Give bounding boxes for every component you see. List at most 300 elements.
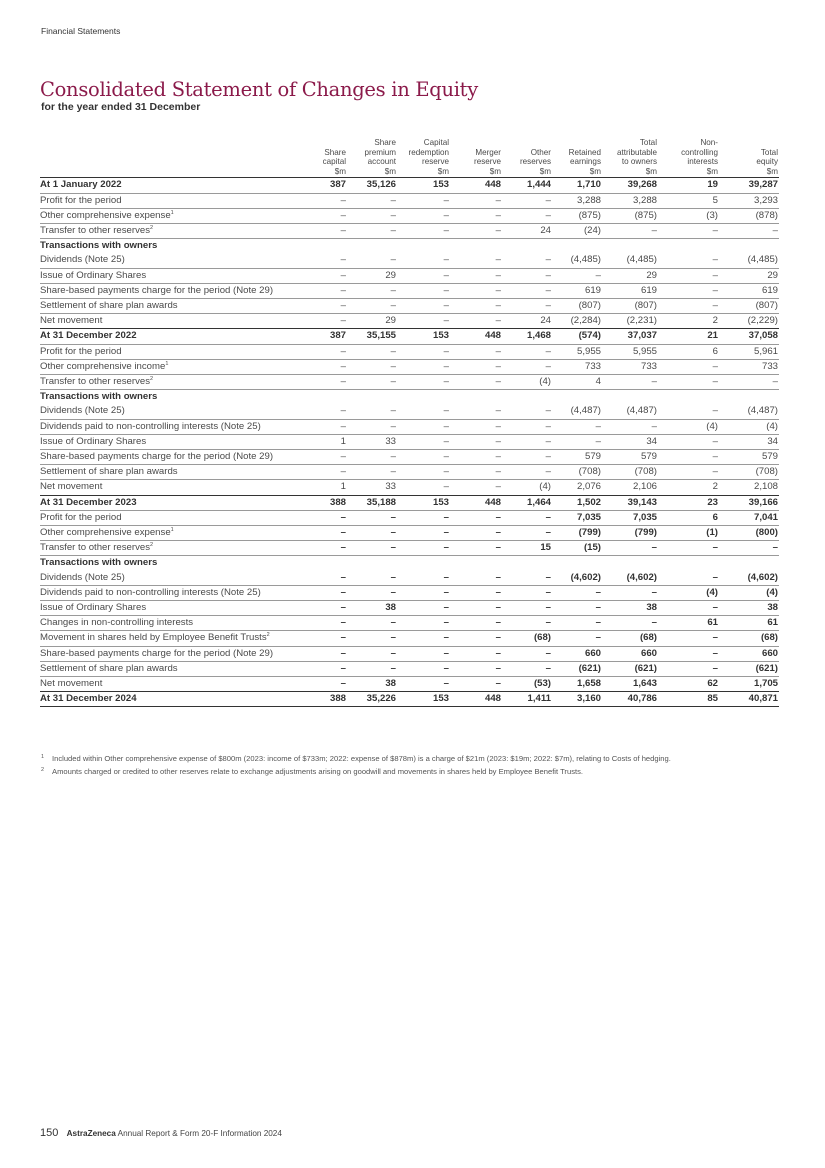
row-label (40, 390, 779, 405)
table-cell: (621) (719, 661, 779, 676)
table-cell: – (347, 571, 397, 586)
table-cell: 2,106 (602, 480, 658, 495)
table-cell: – (450, 223, 502, 238)
table-cell: – (658, 223, 719, 238)
table-cell: – (347, 253, 397, 268)
table-row (40, 571, 779, 586)
table-cell: 733 (552, 359, 602, 374)
table-cell: – (552, 601, 602, 616)
table-cell: (15) (552, 541, 602, 556)
column-header-line: premium (364, 147, 396, 157)
table-cell: – (450, 480, 502, 495)
page-number: 150 (40, 1127, 59, 1139)
table-cell: 35,188 (347, 495, 397, 510)
row-label-text: Other comprehensive income (40, 360, 166, 372)
table-cell: (4) (719, 419, 779, 434)
table-cell: – (397, 450, 450, 465)
row-label (40, 208, 307, 223)
table-cell: 1,710 (552, 178, 602, 193)
column-header-label (40, 138, 307, 178)
table-cell: 34 (602, 434, 658, 449)
table-cell: (3) (658, 208, 719, 223)
page-footer (40, 1127, 282, 1139)
table-cell: 448 (450, 329, 502, 344)
table-row (40, 208, 779, 223)
table-cell: – (450, 208, 502, 223)
row-label (40, 283, 307, 298)
table-cell: – (602, 616, 658, 631)
table-cell: – (397, 601, 450, 616)
table-cell: 448 (450, 178, 502, 193)
table-cell: – (397, 526, 450, 541)
row-label-text: Dividends (Note 25) (40, 405, 125, 417)
table-row (40, 344, 779, 359)
table-cell: 153 (397, 329, 450, 344)
table-cell: 40,871 (719, 692, 779, 707)
table-cell: – (552, 434, 602, 449)
table-row (40, 450, 779, 465)
row-label-text: Dividends paid to non-controlling interests (Note 25) (40, 420, 261, 432)
table-cell: – (450, 283, 502, 298)
row-label-text: Transactions with owners (40, 240, 158, 252)
section-heading-row (40, 556, 779, 571)
table-cell: – (307, 526, 347, 541)
table-cell: – (450, 541, 502, 556)
table-cell: – (502, 585, 552, 600)
table-cell: – (307, 571, 347, 586)
table-cell: (4) (658, 585, 719, 600)
table-cell: – (397, 419, 450, 434)
footnote-text: Amounts charged or credited to other reserves relate to exchange adjustments arising on goodwill and movements in shares held by Employee Benefit Trusts. (52, 766, 584, 776)
table-cell: – (397, 375, 450, 390)
table-cell: 29 (347, 268, 397, 283)
table-cell: (708) (602, 465, 658, 480)
table-row (40, 526, 779, 541)
table-row (40, 419, 779, 434)
table-cell: – (658, 299, 719, 314)
table-cell: – (502, 344, 552, 359)
table-row (40, 299, 779, 314)
table-cell: – (450, 299, 502, 314)
row-label-text: Other comprehensive expense (40, 527, 171, 539)
column-header-line: Capital (423, 138, 449, 147)
row-label (40, 526, 307, 541)
table-cell: 660 (552, 646, 602, 661)
column-header-line: Share (324, 147, 346, 157)
table-cell: 19 (658, 178, 719, 193)
section-label: Financial Statements (41, 26, 121, 36)
table-row (40, 646, 779, 661)
table-cell: 15 (502, 541, 552, 556)
table-cell: – (719, 223, 779, 238)
table-cell: (2,284) (552, 314, 602, 329)
table-cell: – (347, 465, 397, 480)
column-header-line: Non- (700, 138, 718, 147)
table-cell: (4) (719, 585, 779, 600)
table-cell: – (552, 585, 602, 600)
column-header-line: $m (334, 166, 346, 176)
table-cell: – (397, 646, 450, 661)
table-cell: 660 (602, 646, 658, 661)
table-cell: – (450, 601, 502, 616)
footnotes (41, 753, 771, 778)
table-cell: – (307, 677, 347, 692)
section-heading-row (40, 390, 779, 405)
table-cell: 39,268 (602, 178, 658, 193)
column-header-line: controlling (681, 147, 718, 157)
table-cell: 34 (719, 434, 779, 449)
table-cell: – (307, 510, 347, 525)
row-label (40, 314, 307, 329)
table-cell: 5,955 (602, 344, 658, 359)
table-cell: – (502, 434, 552, 449)
table-cell: 23 (658, 495, 719, 510)
table-cell: (68) (502, 631, 552, 646)
table-cell: – (397, 571, 450, 586)
table-cell: – (502, 208, 552, 223)
table-cell: (799) (602, 526, 658, 541)
table-cell: 3,288 (552, 193, 602, 208)
table-cell: 2 (658, 314, 719, 329)
table-cell: (875) (602, 208, 658, 223)
table-cell: 1,502 (552, 495, 602, 510)
row-label (40, 465, 307, 480)
column-header-line: attributable (616, 147, 657, 157)
table-cell: (53) (502, 677, 552, 692)
footnote-marker: 2 (150, 376, 154, 383)
page-subtitle: for the year ended 31 December (41, 101, 201, 113)
table-cell: – (450, 631, 502, 646)
footnote-marker: 1 (165, 360, 169, 367)
table-cell: – (307, 253, 347, 268)
table-cell: – (658, 465, 719, 480)
table-cell: – (307, 585, 347, 600)
table-cell: – (502, 299, 552, 314)
table-cell: – (347, 299, 397, 314)
table-cell: 38 (347, 601, 397, 616)
table-cell: – (502, 661, 552, 676)
table-cell: – (658, 283, 719, 298)
column-header-line: account (367, 157, 396, 167)
footnote-marker: 2 (150, 542, 154, 549)
row-label-text: Share-based payments charge for the period (Note 29) (40, 647, 274, 659)
table-cell: – (658, 541, 719, 556)
table-cell: – (450, 465, 502, 480)
column-header-line: $m (539, 166, 551, 176)
table-cell: – (307, 359, 347, 374)
table-cell: – (602, 419, 658, 434)
row-label (40, 253, 307, 268)
table-cell: (4) (502, 375, 552, 390)
row-label (40, 571, 307, 586)
footnote-marker: 2 (150, 224, 154, 231)
table-cell: 153 (397, 178, 450, 193)
table-cell: (24) (552, 223, 602, 238)
table-cell: 6 (658, 344, 719, 359)
row-label-text: At 31 December 2024 (40, 693, 137, 705)
table-cell: – (397, 404, 450, 419)
table-row (40, 631, 779, 646)
table-cell: – (658, 601, 719, 616)
table-cell: – (552, 631, 602, 646)
table-cell: 3,288 (602, 193, 658, 208)
table-cell: – (658, 268, 719, 283)
table-cell: – (307, 283, 347, 298)
row-label (40, 601, 307, 616)
row-label-text: Profit for the period (40, 194, 122, 206)
table-cell: 1,468 (502, 329, 552, 344)
table-cell: – (397, 616, 450, 631)
table-cell: 5 (658, 193, 719, 208)
table-cell: 29 (347, 314, 397, 329)
table-cell: (708) (552, 465, 602, 480)
column-header (502, 138, 552, 178)
row-label-text: Net movement (40, 481, 103, 493)
table-cell: – (450, 616, 502, 631)
table-row (40, 541, 779, 556)
table-cell: – (397, 585, 450, 600)
table-cell: 85 (658, 692, 719, 707)
table-cell: – (397, 465, 450, 480)
row-label (40, 585, 307, 600)
equity-changes-table (40, 138, 779, 707)
table-row (40, 178, 779, 193)
row-label (40, 450, 307, 465)
section-heading-row (40, 239, 779, 254)
row-label-text: Profit for the period (40, 345, 122, 357)
table-cell: – (450, 585, 502, 600)
table-cell: 733 (602, 359, 658, 374)
column-header-line: Other (530, 147, 551, 157)
table-cell: 5,961 (719, 344, 779, 359)
table-cell: 35,155 (347, 329, 397, 344)
table-cell: 1,658 (552, 677, 602, 692)
table-cell: – (397, 541, 450, 556)
table-cell: – (450, 375, 502, 390)
row-label (40, 692, 307, 707)
table-cell: – (347, 283, 397, 298)
table-row (40, 677, 779, 692)
table-cell: 40,786 (602, 692, 658, 707)
row-label-text: Net movement (40, 678, 103, 690)
column-header (719, 138, 779, 178)
table-cell: – (552, 268, 602, 283)
table-cell: – (347, 585, 397, 600)
column-header-line: Total (760, 147, 778, 157)
table-cell: 1,444 (502, 178, 552, 193)
row-label (40, 193, 307, 208)
row-label (40, 480, 307, 495)
table-cell: – (502, 601, 552, 616)
table-cell: – (502, 571, 552, 586)
table-cell: 37,058 (719, 329, 779, 344)
row-label (40, 404, 307, 419)
table-cell: – (347, 646, 397, 661)
table-cell: 448 (450, 692, 502, 707)
table-cell: – (502, 419, 552, 434)
column-header-line: reserves (519, 157, 551, 167)
table-cell: (4,602) (552, 571, 602, 586)
table-cell: – (602, 585, 658, 600)
table-row (40, 404, 779, 419)
table-cell: – (450, 193, 502, 208)
table-cell: – (397, 661, 450, 676)
row-label (40, 646, 307, 661)
table-cell: – (347, 526, 397, 541)
table-cell: – (450, 253, 502, 268)
row-label (40, 299, 307, 314)
table-cell: 1,464 (502, 495, 552, 510)
table-cell: (2,229) (719, 314, 779, 329)
table-cell: – (347, 541, 397, 556)
row-label (40, 434, 307, 449)
table-cell: 2,076 (552, 480, 602, 495)
table-cell: 29 (602, 268, 658, 283)
table-cell: – (397, 299, 450, 314)
row-label-text: Transactions with owners (40, 557, 158, 569)
table-cell: 33 (347, 434, 397, 449)
table-row (40, 193, 779, 208)
table-cell: – (450, 571, 502, 586)
row-label-text: At 1 January 2022 (40, 179, 122, 191)
table-cell: 38 (602, 601, 658, 616)
column-header (602, 138, 658, 178)
row-label-text: Transfer to other reserves (40, 224, 151, 236)
row-label-text: Issue of Ordinary Shares (40, 602, 147, 614)
table-cell: 35,226 (347, 692, 397, 707)
footnote-marker: 1 (41, 754, 45, 760)
table-row (40, 375, 779, 390)
table-cell: 1,411 (502, 692, 552, 707)
table-cell: – (307, 631, 347, 646)
table-cell: – (347, 631, 397, 646)
footnote (41, 753, 771, 766)
table-row (40, 465, 779, 480)
row-label (40, 556, 779, 571)
table-cell: 39,287 (719, 178, 779, 193)
table-cell: – (347, 344, 397, 359)
row-label (40, 239, 779, 254)
table-cell: (4,487) (719, 404, 779, 419)
table-cell: 619 (552, 283, 602, 298)
row-label (40, 344, 307, 359)
column-header-line: $m (766, 166, 778, 176)
table-cell: – (347, 208, 397, 223)
table-row (40, 585, 779, 600)
table-cell: (4) (658, 419, 719, 434)
column-header (658, 138, 719, 178)
column-header-line: $m (489, 166, 501, 176)
table-cell: 388 (307, 495, 347, 510)
row-label-text: Share-based payments charge for the period (Note 29) (40, 451, 274, 463)
table-row (40, 283, 779, 298)
row-label (40, 510, 307, 525)
table-cell: – (502, 404, 552, 419)
table-cell: – (397, 193, 450, 208)
table-row (40, 495, 779, 510)
table-row (40, 434, 779, 449)
footnote (41, 766, 771, 779)
table-cell: (807) (719, 299, 779, 314)
row-label-text: Settlement of share plan awards (40, 662, 178, 674)
table-cell: – (602, 375, 658, 390)
table-cell: – (502, 465, 552, 480)
row-label (40, 268, 307, 283)
table-cell: – (658, 631, 719, 646)
table-cell: 39,143 (602, 495, 658, 510)
column-header-line: equity (756, 157, 778, 167)
table-cell: – (658, 661, 719, 676)
table-row (40, 480, 779, 495)
column-header-line: $m (437, 166, 449, 176)
table-cell: – (397, 434, 450, 449)
table-row (40, 661, 779, 676)
row-label (40, 329, 307, 344)
column-header-line: $m (706, 166, 718, 176)
table-cell: – (347, 419, 397, 434)
table-cell: – (658, 450, 719, 465)
table-row (40, 692, 779, 707)
table-cell: – (347, 616, 397, 631)
table-cell: 61 (719, 616, 779, 631)
column-header-line: $m (589, 166, 601, 176)
table-cell: 1 (307, 434, 347, 449)
row-label-text: Dividends paid to non-controlling interests (Note 25) (40, 586, 261, 598)
column-header (397, 138, 450, 178)
table-cell: – (719, 375, 779, 390)
table-cell: (4,487) (552, 404, 602, 419)
table-cell: – (307, 541, 347, 556)
footnote-marker: 2 (266, 632, 270, 639)
table-cell: – (502, 450, 552, 465)
row-label-text: Dividends (Note 25) (40, 254, 125, 266)
table-cell: – (602, 223, 658, 238)
table-cell: (799) (552, 526, 602, 541)
row-label-text: Movement in shares held by Employee Benefit Trusts (40, 632, 267, 644)
table-row (40, 510, 779, 525)
table-cell: – (502, 268, 552, 283)
row-label (40, 631, 307, 646)
table-cell: (574) (552, 329, 602, 344)
row-label (40, 616, 307, 631)
row-label (40, 375, 307, 390)
table-cell: 1,705 (719, 677, 779, 692)
row-label (40, 359, 307, 374)
table-row (40, 314, 779, 329)
table-cell: – (307, 404, 347, 419)
row-label (40, 661, 307, 676)
table-cell: – (397, 510, 450, 525)
row-label-text: Issue of Ordinary Shares (40, 269, 147, 281)
table-cell: (875) (552, 208, 602, 223)
table-cell: – (450, 419, 502, 434)
table-body (40, 178, 779, 707)
row-label-text: Net movement (40, 315, 103, 327)
table-cell: 387 (307, 178, 347, 193)
row-label-text: Settlement of share plan awards (40, 466, 178, 478)
table-cell: 61 (658, 616, 719, 631)
column-header-line: capital (322, 157, 346, 167)
column-header (307, 138, 347, 178)
table-cell: 2,108 (719, 480, 779, 495)
row-label (40, 495, 307, 510)
row-label (40, 223, 307, 238)
table-cell: – (502, 359, 552, 374)
column-header-line: Total (639, 138, 657, 147)
table-cell: – (502, 616, 552, 631)
table-cell: (4,485) (719, 253, 779, 268)
row-label-text: Dividends (Note 25) (40, 571, 125, 583)
